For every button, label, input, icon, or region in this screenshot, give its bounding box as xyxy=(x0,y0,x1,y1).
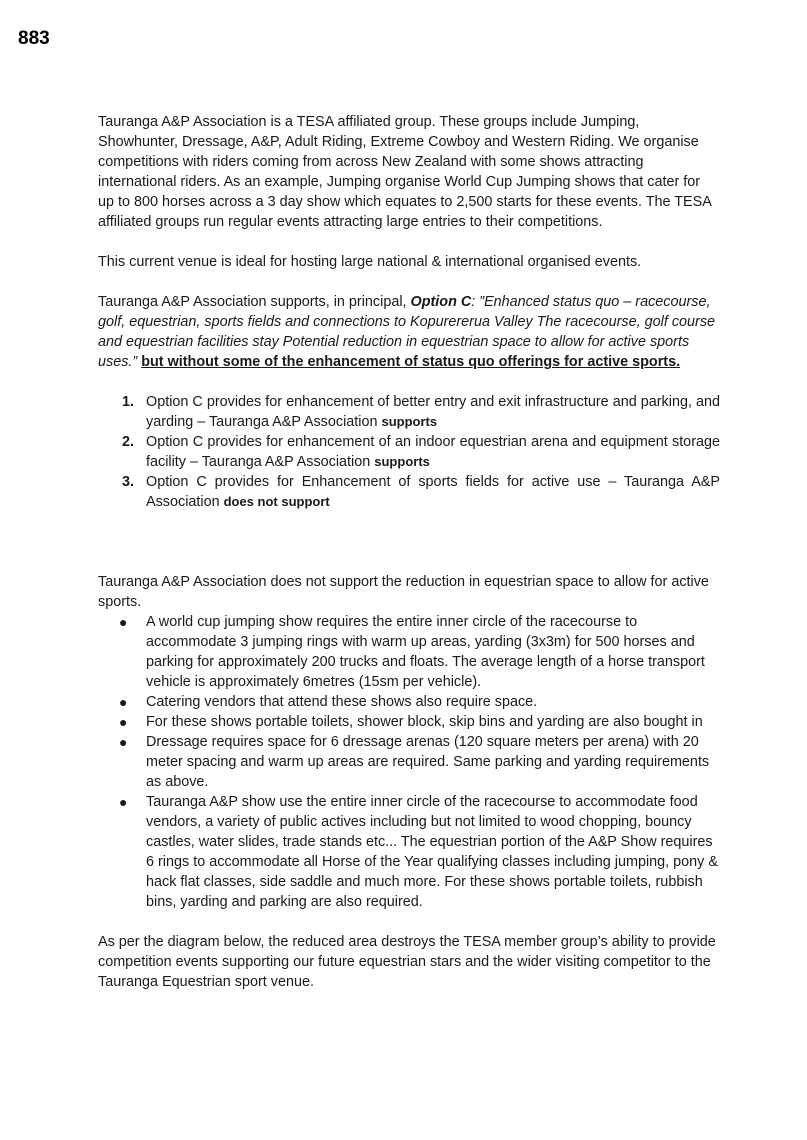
intro-paragraph: Tauranga A&P Association is a TESA affiliated group. These groups include Jumping, Showhunter, Dressage, A&P, Adult Riding, Extreme Cowboy and Western Riding. We organise competitions with riders coming from across New Zealand with some shows attracting international riders. As an example, Jumping organise World Cup Jumping shows that cater for up to 800 horses across a 3 day show which equates to 2,500 starts for these events. The TESA affiliated groups run regular events attracting large entries to their competitions. xyxy=(98,114,712,230)
bullet-icon: ● xyxy=(119,714,128,730)
option-c-lead: Tauranga A&P Association supports, in principal, xyxy=(98,294,411,310)
list-item-text: Option C provides for Enhancement of sports fields for active use – Tauranga A&P Association xyxy=(146,474,720,510)
bullet-icon: ● xyxy=(119,614,128,630)
list-item-stance: supports xyxy=(374,454,430,469)
bullet-icon: ● xyxy=(119,734,128,750)
option-c-points-list xyxy=(98,392,720,512)
document-body xyxy=(98,112,720,992)
list-number: 3. xyxy=(122,474,135,490)
bullet-text: Tauranga A&P show use the entire inner circle of the racecourse to accommodate food vendors, a variety of public actives including but not limited to wood chopping, bouncy castles, water slides, trade stands etc... The equestrian portion of the A&P Show requires 6 rings to accommodate all Horse of the Year qualifying classes including jumping, pony & hack flat classes, side saddle and much more. For these shows portable toilets, rubbish bins, yarding and parking are also required. xyxy=(146,794,718,910)
list-item xyxy=(98,732,720,792)
bullet-icon: ● xyxy=(119,794,128,810)
option-c-label: Option C xyxy=(410,294,472,310)
option-c-emphasis: but without some of the enhancement of status quo offerings for active sports. xyxy=(141,354,681,370)
list-item xyxy=(98,792,720,912)
list-item-stance: supports xyxy=(381,414,438,429)
list-number: 2. xyxy=(122,434,135,450)
bullet-text: Dressage requires space for 6 dressage arenas (120 square meters per arena) with 20 meter spacing and warm up areas are required. Same parking and yarding requirements as above. xyxy=(146,734,710,790)
list-item xyxy=(98,472,720,512)
list-item xyxy=(98,692,720,712)
list-number: 1. xyxy=(122,394,135,410)
list-item xyxy=(98,432,720,472)
bullet-icon: ● xyxy=(119,694,128,710)
page-number: 883 xyxy=(18,28,50,49)
requirements-bullet-list xyxy=(98,612,720,912)
option-c-paragraph xyxy=(98,292,720,372)
list-item-text: Option C provides for enhancement of better entry and exit infrastructure and parking, and yarding – Tauranga A&P Association xyxy=(146,394,720,430)
list-item xyxy=(98,392,720,432)
bullet-text: Catering vendors that attend these shows also require space. xyxy=(146,694,538,710)
list-item xyxy=(98,612,720,692)
list-item-text: Option C provides for enhancement of an indoor equestrian arena and equipment storage facility – Tauranga A&P Association xyxy=(146,434,720,470)
bullet-text: For these shows portable toilets, shower block, skip bins and yarding are also bought in xyxy=(146,714,703,730)
bullet-text: A world cup jumping show requires the entire inner circle of the racecourse to accommodate 3 jumping rings with warm up areas, yarding (3x3m) for 500 horses and parking for approximately 200 trucks and floats. The average length of a horse transport vehicle is approximately 6metres (15sm per vehicle). xyxy=(146,614,705,690)
reduction-paragraph: Tauranga A&P Association does not support the reduction in equestrian space to allow for active sports. xyxy=(98,574,709,610)
venue-paragraph: This current venue is ideal for hosting large national & international organised events. xyxy=(98,254,642,270)
list-item xyxy=(98,712,720,732)
conclusion-paragraph: As per the diagram below, the reduced area destroys the TESA member group’s ability to provide competition events supporting our future equestrian stars and the wider visiting competitor to the Tauranga Equestrian sport venue. xyxy=(98,934,716,990)
option-c-quote: : ”Enhanced status quo – racecourse, golf, equestrian, sports fields and connections to Kopurererua Valley The racecourse, golf course and equestrian facilities stay Potential reduction in equestrian space to allow for active sports uses.” xyxy=(98,294,716,370)
list-item-stance: does not support xyxy=(223,494,330,509)
